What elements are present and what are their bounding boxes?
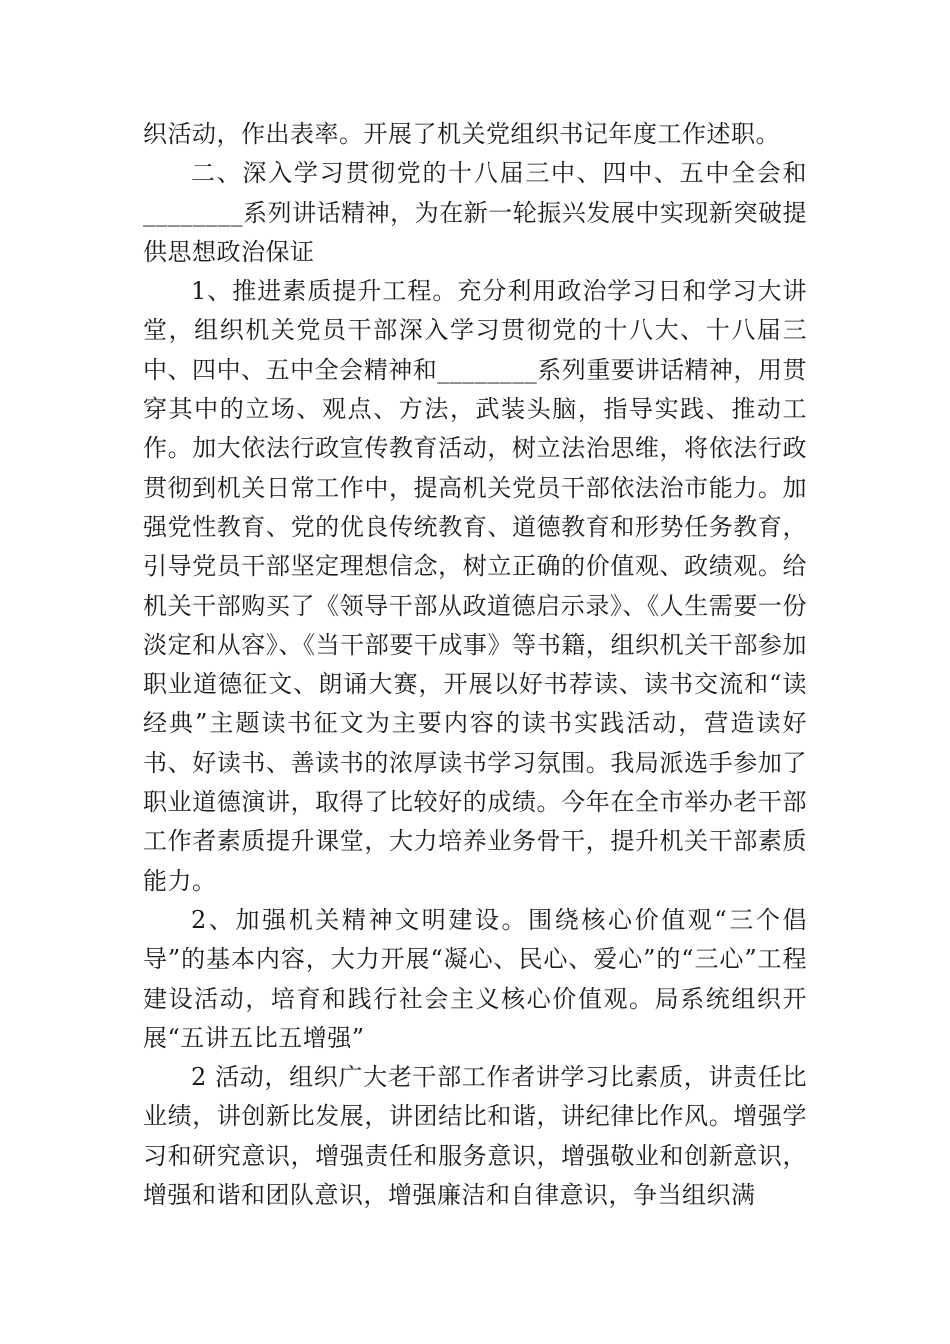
paragraph-activities: 2 活动，组织广大老干部工作者讲学习比素质，讲责任比业绩，讲创新比发展，讲团结比和谐，讲纪律比作风。增强学习和研究意识，增强责任和服务意识，增强敬业和创新意识，增强和谐和团队意识，增强廉洁和自律意识，争当组织满 (143, 1063, 807, 1210)
paragraph-continuation: 织活动，作出表率。开展了机关党组织书记年度工作述职。 (143, 120, 780, 148)
paragraph-quality-improvement: 1、推进素质提升工程。充分利用政治学习日和学习大讲堂，组织机关党员干部深入学习贯彻党的十八大、十八届三中、四中、五中全会精神和________系列重要讲话精神，用贯穿其中的立场、观点、方法，武装头脑，指导实践、推动工作。加大依法行政宣传教育活动，树立法治思维，将依法行政贯彻到机关日常工作中，提高机关党员干部依法治市能力。加强党性教育、党的优良传统教育、道德教育和形势任务教育，引导党员干部坚定理想信念，树立正确的价值观、政绩观。给机关干部购买了《领导干部从政道德启示录》、《人生需要一份淡定和从容》、《当干部要干成事》等书籍，组织机关干部参加职业道德征文、朗诵大赛，开展以好书荐读、读书交流和“读经典”主题读书征文为主要内容的读书实践活动，营造读好书、好读书、善读书的浓厚读书学习氛围。我局派选手参加了职业道德演讲，取得了比较好的成绩。今年在全市举办老干部工作者素质提升课堂，大力培养业务骨干，提升机关干部素质能力。 (143, 277, 807, 895)
section-heading: 二、深入学习贯彻党的十八届三中、四中、五中全会和________系列讲话精神，为在新一轮振兴发展中实现新突破提供思想政治保证 (143, 159, 807, 266)
document-page (143, 115, 807, 1215)
paragraph-spiritual-civilization: 2、加强机关精神文明建设。围绕核心价值观“三个倡导”的基本内容，大力开展“凝心、民心、爱心”的“三心”工程建设活动，培育和践行社会主义核心价值观。局系统组织开展“五讲五比五增强” (143, 905, 807, 1052)
